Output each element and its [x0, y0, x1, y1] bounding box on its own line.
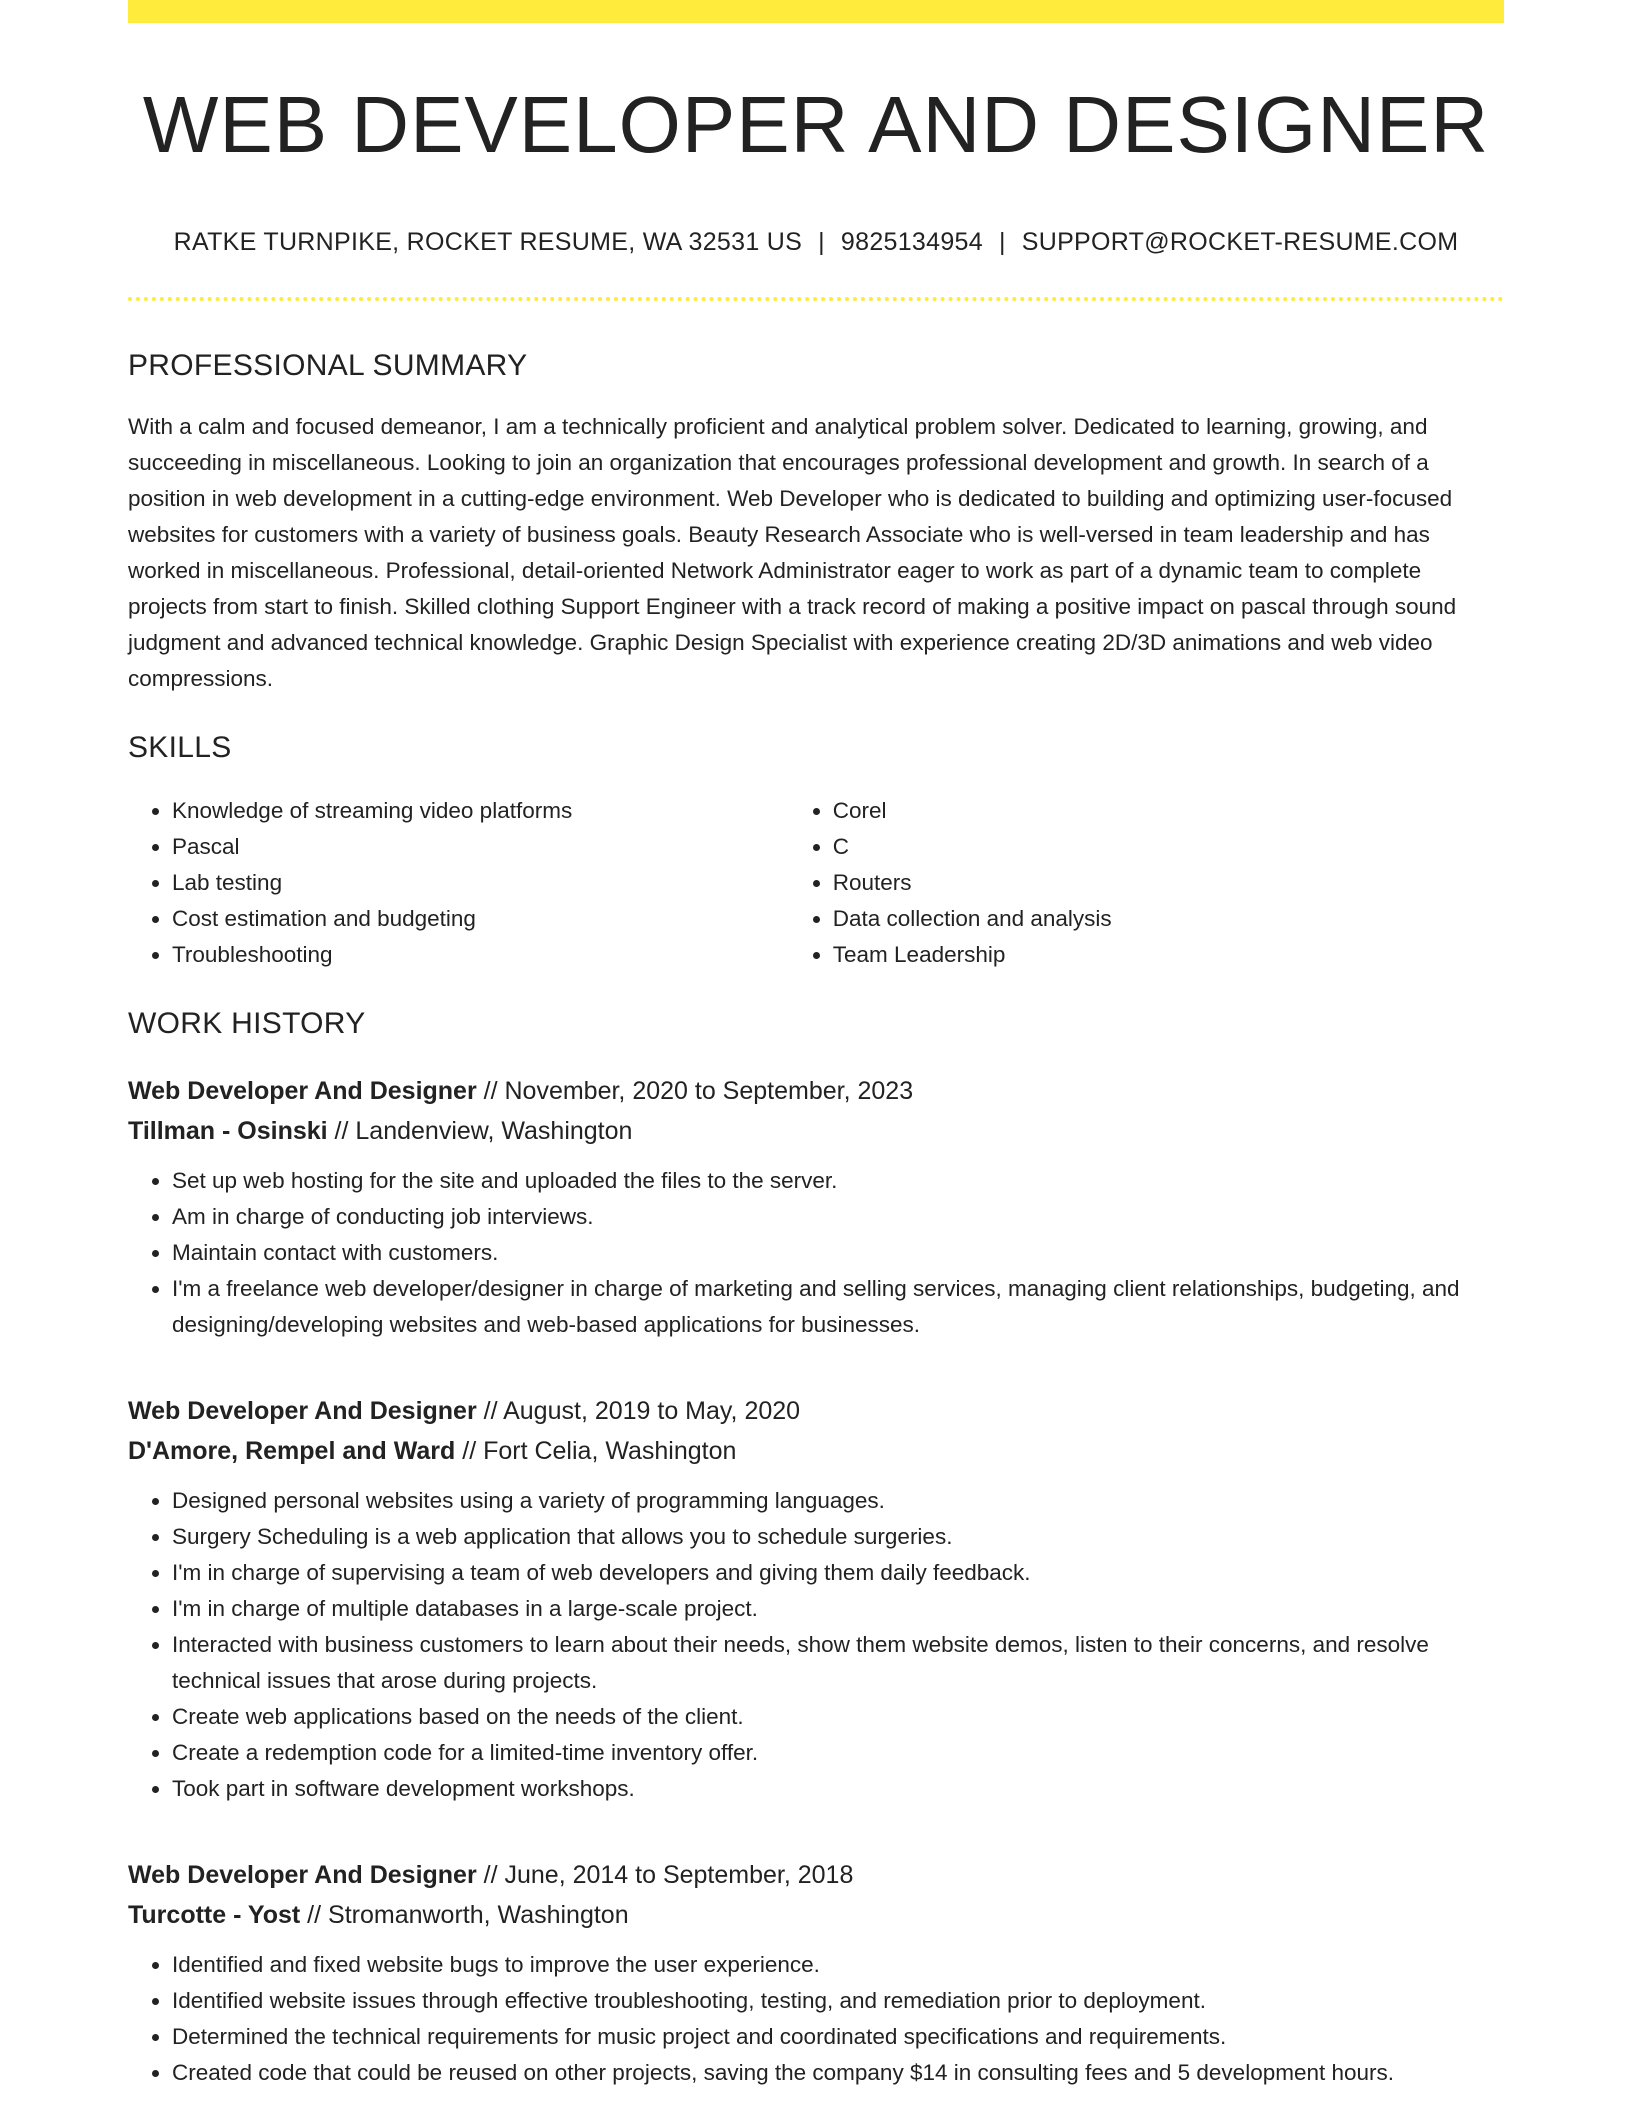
job-company: Turcotte - Yost	[128, 1901, 301, 1929]
job-dates: // June, 2014 to September, 2018	[476, 1861, 854, 1889]
job-dates: // August, 2019 to May, 2020	[476, 1397, 801, 1425]
job-role: Web Developer And Designer	[128, 1077, 477, 1105]
skill-item: • Team Leadership	[833, 937, 1504, 973]
skill-item: • C	[833, 829, 1504, 865]
job-duties	[128, 1483, 1504, 1807]
resume-name: WEB DEVELOPER AND DESIGNER	[142, 80, 1490, 169]
job-entry	[128, 1071, 1504, 1343]
job-location: // Stromanworth, Washington	[300, 1901, 629, 1929]
resume-page	[128, 0, 1504, 2091]
work-history-heading: WORK HISTORY	[128, 1007, 366, 1040]
job-company-line	[128, 1431, 1504, 1471]
job-location: // Fort Celia, Washington	[455, 1437, 737, 1465]
job-duty-item: • Interacted with business customers to learn about their needs, show them website demos, listen to their concerns, and resolve technical issues that arose during projects.	[172, 1627, 1504, 1699]
skill-item: • Cost estimation and budgeting	[172, 901, 789, 937]
job-duty-item: • Took part in software development workshops.	[172, 1771, 1504, 1807]
job-role: Web Developer And Designer	[128, 1861, 477, 1889]
header-divider	[128, 297, 1504, 301]
skills-list	[128, 793, 1504, 973]
job-duty-item: • Set up web hosting for the site and uploaded the files to the server.	[172, 1163, 1504, 1199]
job-duties	[128, 1163, 1504, 1343]
job-duty-item: • Maintain contact with customers.	[172, 1235, 1504, 1271]
job-duty-item: • Created code that could be reused on other projects, saving the company $14 in consulting fees and 5 development hours.	[172, 2055, 1504, 2091]
job-duty-item: • Am in charge of conducting job interviews.	[172, 1199, 1504, 1235]
skill-item: • Knowledge of streaming video platforms	[172, 793, 789, 829]
job-company-line	[128, 1895, 1504, 1935]
job-role-line	[128, 1391, 1504, 1431]
job-role-line	[128, 1855, 1504, 1895]
contact-address: RATKE TURNPIKE, ROCKET RESUME, WA 32531 US	[173, 228, 803, 256]
job-company-line	[128, 1111, 1504, 1151]
job-entry	[128, 1391, 1504, 1807]
job-duty-item: • I'm a freelance web developer/designer in charge of marketing and selling services, managing client relationships, budgeting, and designing/developing websites and web-based applications for businesses.	[172, 1271, 1504, 1343]
summary-text: With a calm and focused demeanor, I am a technically proficient and analytical problem solver. Dedicated to learning, growing, and succeeding in miscellaneous. Looking to join an organization that encourages professional development and growth. In search of a position in web development in a cutting-edge environment. Web Developer who is dedicated to building and optimizing user-focused websites for customers with a variety of business goals. Beauty Research Associate who is well-versed in team leadership and has worked in miscellaneous. Professional, detail-oriented Network Administrator eager to work as part of a dynamic team to complete projects from start to finish. Skilled clothing Support Engineer with a track record of making a positive impact on pascal through sound judgment and advanced technical knowledge. Graphic Design Specialist with experience creating 2D/3D animations and web video compressions.	[128, 414, 1457, 691]
job-duty-item: • Surgery Scheduling is a web application that allows you to schedule surgeries.	[172, 1519, 1504, 1555]
job-duty-item: • I'm in charge of multiple databases in a large-scale project.	[172, 1591, 1504, 1627]
job-duties	[128, 1947, 1504, 2091]
contact-email: SUPPORT@ROCKET-RESUME.COM	[1021, 228, 1459, 256]
contact-separator: |	[818, 228, 825, 256]
header-accent-bar	[128, 0, 1504, 23]
skill-item: • Data collection and analysis	[833, 901, 1504, 937]
contact-separator: |	[998, 228, 1006, 256]
skill-item: • Routers	[833, 865, 1504, 901]
contact-line	[128, 228, 1504, 257]
job-location: // Landenview, Washington	[327, 1117, 633, 1145]
job-dates: // November, 2020 to September, 2023	[476, 1077, 914, 1105]
job-entry	[128, 1855, 1504, 2091]
job-duty-item: • Create a redemption code for a limited-time inventory offer.	[172, 1735, 1504, 1771]
job-duty-item: • Identified website issues through effective troubleshooting, testing, and remediation prior to deployment.	[172, 1983, 1504, 2019]
job-company: D'Amore, Rempel and Ward	[128, 1437, 456, 1465]
job-duty-item: • Designed personal websites using a variety of programming languages.	[172, 1483, 1504, 1519]
job-role-line	[128, 1071, 1504, 1111]
job-duty-item: • Determined the technical requirements for music project and coordinated specifications and requirements.	[172, 2019, 1504, 2055]
skill-item: • Pascal	[172, 829, 789, 865]
skill-item: • Corel	[833, 793, 1504, 829]
skills-heading: SKILLS	[128, 731, 232, 764]
skill-item: • Lab testing	[172, 865, 789, 901]
job-duty-item: • Identified and fixed website bugs to improve the user experience.	[172, 1947, 1504, 1983]
summary-heading: PROFESSIONAL SUMMARY	[128, 349, 528, 382]
skill-item: • Troubleshooting	[172, 937, 789, 973]
job-role: Web Developer And Designer	[128, 1397, 477, 1425]
contact-phone: 9825134954	[840, 228, 983, 256]
skills-column-left	[128, 793, 789, 973]
job-duty-item: • Create web applications based on the needs of the client.	[172, 1699, 1504, 1735]
skills-column-right	[789, 793, 1504, 973]
job-duty-item: • I'm in charge of supervising a team of web developers and giving them daily feedback.	[172, 1555, 1504, 1591]
job-company: Tillman - Osinski	[128, 1117, 328, 1145]
